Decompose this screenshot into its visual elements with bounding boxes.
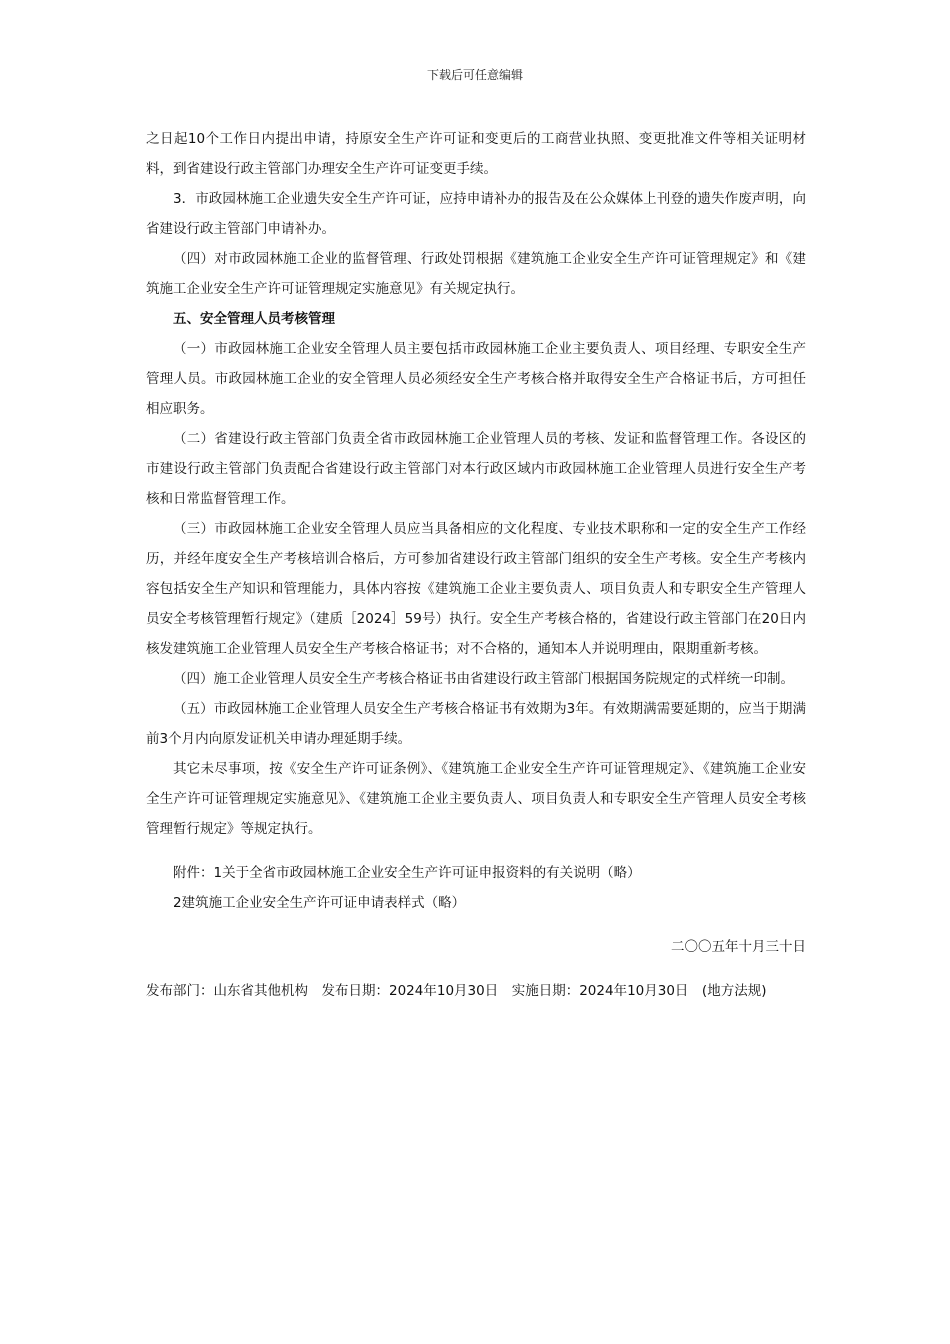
paragraph-other-matters: 其它未尽事项，按《安全生产许可证条例》、《建筑施工企业安全生产许可证管理规定》、《建筑施工企业安全生产许可证管理规定实施意见》、《建筑施工企业主要负责人、项目负责人和专职安全生产管理人员安全考核管理暂行规定》等规定执行。 [146, 761, 806, 837]
paragraph-two: （二）省建设行政主管部门负责全省市政园林施工企业管理人员的考核、发证和监督管理工作。各设区的市建设行政主管部门负责配合省建设行政主管部门对本行政区域内市政园林施工企业管理人员进行安全生产考核和日常监督管理工作。 [146, 431, 806, 507]
issue-date: 二〇〇五年十月三十日 [671, 939, 806, 955]
paragraph-three: （三）市政园林施工企业安全管理人员应当具备相应的文化程度、专业技术职称和一定的安全生产工作经历，并经年度安全生产考核培训合格后，方可参加省建设行政主管部门组织的安全生产考核。安全生产考核内容包括安全生产知识和管理能力，具体内容按《建筑施工企业主要负责人、项目负责人和专职安全生产管理人员安全考核管理暂行规定》（建质［2024］59号）执行。安全生产考核合格的，省建设行政主管部门在20日内核发建筑施工企业管理人员安全生产考核合格证书；对不合格的，通知本人并说明理由，限期重新考核。 [146, 521, 806, 657]
publication-info: 发布部门：山东省其他机构 发布日期：2024年10月30日 实施日期：2024年10月30日 (地方法规) [146, 983, 767, 999]
document-body [146, 124, 806, 1006]
paragraph-continuation: 之日起10个工作日内提出申请，持原安全生产许可证和变更后的工商营业执照、变更批准文件等相关证明材料，到省建设行政主管部门办理安全生产许可证变更手续。 [146, 131, 806, 177]
attachment-line-1: 附件：1关于全省市政园林施工企业安全生产许可证申报资料的有关说明（略） [173, 865, 641, 881]
paragraph-five: （五）市政园林施工企业管理人员安全生产考核合格证书有效期为3年。有效期满需要延期的，应当于期满前3个月内向原发证机关申请办理延期手续。 [146, 701, 806, 747]
paragraph-four: （四）施工企业管理人员安全生产考核合格证书由省建设行政主管部门根据国务院规定的式样统一印制。 [173, 671, 794, 687]
page-header: 下载后可任意编辑 [426, 68, 523, 82]
paragraph-supervision: （四）对市政园林施工企业的监督管理、行政处罚根据《建筑施工企业安全生产许可证管理规定》和《建筑施工企业安全生产许可证管理规定实施意见》有关规定执行。 [146, 251, 806, 297]
paragraph-one: （一）市政园林施工企业安全管理人员主要包括市政园林施工企业主要负责人、项目经理、专职安全生产管理人员。市政园林施工企业的安全管理人员必须经安全生产考核合格并取得安全生产合格证书后，方可担任相应职务。 [146, 341, 806, 417]
paragraph-item-3: 3．市政园林施工企业遗失安全生产许可证，应持申请补办的报告及在公众媒体上刊登的遗失作废声明，向省建设行政主管部门申请补办。 [146, 191, 806, 237]
attachment-line-2: 2建筑施工企业安全生产许可证申请表样式（略） [173, 895, 466, 911]
section-heading-five: 五、安全管理人员考核管理 [173, 311, 335, 327]
